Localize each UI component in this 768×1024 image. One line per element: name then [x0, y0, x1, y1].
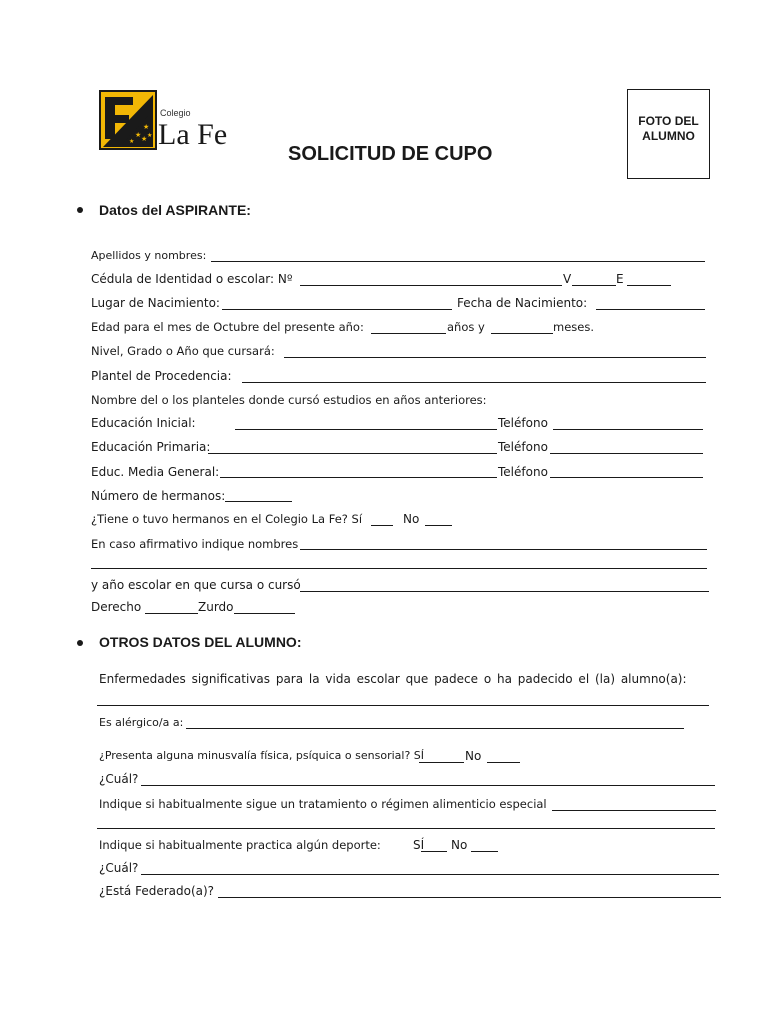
- logo-small-text: Colegio: [160, 108, 191, 118]
- label-telefono-inicial: Teléfono: [498, 416, 548, 430]
- label-minusvalia-no: No: [465, 749, 482, 763]
- label-deporte: Indique si habitualmente practica algún deporte:: [99, 838, 381, 852]
- label-telefono-media: Teléfono: [498, 465, 548, 479]
- label-minusvalia: ¿Presenta alguna minusvalía física, psíquica o sensorial? SÍ: [99, 749, 425, 762]
- field-afirmativo[interactable]: [300, 549, 707, 550]
- label-hermanos: Número de hermanos:: [91, 489, 226, 503]
- field-enfermedades[interactable]: [97, 705, 709, 706]
- label-derecho: Derecho: [91, 600, 142, 614]
- label-plantel: Plantel de Procedencia:: [91, 369, 232, 383]
- field-cedula-e[interactable]: [627, 285, 671, 286]
- field-tiene-si[interactable]: [371, 525, 393, 526]
- label-cedula: Cédula de Identidad o escolar: Nº: [91, 272, 293, 286]
- label-telefono-primaria: Teléfono: [498, 440, 548, 454]
- label-cual-deporte: ¿Cuál?: [99, 861, 139, 875]
- svg-text:★: ★: [147, 132, 153, 139]
- field-minusvalia-si[interactable]: [419, 762, 464, 763]
- field-tratamiento[interactable]: [552, 810, 716, 811]
- label-primaria: Educación Primaria:: [91, 440, 211, 454]
- photo-label-line2: ALUMNO: [642, 129, 695, 143]
- field-derecho[interactable]: [145, 613, 198, 614]
- label-deporte-no: No: [451, 838, 468, 852]
- label-media: Educ. Media General:: [91, 465, 220, 479]
- field-media[interactable]: [220, 477, 497, 478]
- photo-label-line1: FOTO DEL: [638, 114, 699, 128]
- label-apellidos: Apellidos y nombres:: [91, 249, 207, 262]
- label-federado: ¿Está Federado(a)?: [99, 884, 215, 898]
- bullet-icon: [77, 207, 83, 213]
- field-hermanos[interactable]: [225, 501, 292, 502]
- label-nombre-planteles: Nombre del o los planteles donde cursó estudios en años anteriores:: [91, 393, 487, 407]
- label-zurdo: Zurdo: [198, 600, 234, 614]
- label-meses: meses.: [553, 320, 594, 334]
- field-inicial[interactable]: [235, 429, 497, 430]
- field-edad-anos[interactable]: [371, 333, 446, 334]
- label-enfermedades: Enfermedades significativas para la vida escolar que padece o ha padecido el (la) alumno(a):: [99, 672, 687, 686]
- label-nivel: Nivel, Grado o Año que cursará:: [91, 344, 275, 358]
- field-plantel[interactable]: [242, 382, 706, 383]
- field-cual-minusvalia[interactable]: [141, 785, 715, 786]
- field-cedula[interactable]: [300, 285, 562, 286]
- label-lugar: Lugar de Nacimiento:: [91, 296, 220, 310]
- section-heading-otros-datos: OTROS DATOS DEL ALUMNO:: [99, 634, 302, 650]
- field-primaria[interactable]: [208, 453, 497, 454]
- field-lugar[interactable]: [222, 309, 452, 310]
- field-afirmativo-extra[interactable]: [91, 568, 707, 569]
- field-cual-deporte[interactable]: [141, 874, 719, 875]
- svg-text:★: ★: [143, 123, 150, 131]
- label-tratamiento: Indique si habitualmente sigue un tratamiento o régimen alimenticio especial: [99, 797, 547, 811]
- label-edad: Edad para el mes de Octubre del presente año:: [91, 320, 364, 334]
- label-inicial: Educación Inicial:: [91, 416, 196, 430]
- field-minusvalia-no[interactable]: [487, 762, 520, 763]
- field-federado[interactable]: [218, 897, 721, 898]
- label-cual-minusvalia: ¿Cuál?: [99, 772, 139, 786]
- label-anos: años y: [447, 320, 485, 334]
- field-deporte-no[interactable]: [471, 851, 498, 852]
- field-telefono-media[interactable]: [550, 477, 703, 478]
- label-alergico: Es alérgico/a a:: [99, 716, 184, 729]
- field-deporte-si[interactable]: [421, 851, 447, 852]
- svg-text:★: ★: [129, 138, 135, 145]
- field-telefono-inicial[interactable]: [553, 429, 703, 430]
- svg-text:★: ★: [141, 135, 148, 143]
- field-edad-meses[interactable]: [491, 333, 553, 334]
- svg-text:★: ★: [135, 131, 142, 139]
- field-fecha[interactable]: [596, 309, 705, 310]
- section-heading-aspirante: Datos del ASPIRANTE:: [99, 202, 251, 218]
- field-telefono-primaria[interactable]: [550, 453, 703, 454]
- label-cedula-v: V: [563, 272, 572, 286]
- label-fecha: Fecha de Nacimiento:: [457, 296, 588, 310]
- photo-box: [627, 89, 710, 179]
- label-deporte-si: SÍ: [413, 838, 425, 852]
- field-cedula-v[interactable]: [572, 285, 616, 286]
- label-afirmativo: En caso afirmativo indique nombres: [91, 537, 299, 551]
- label-ano-escolar: y año escolar en que cursa o cursó: [91, 578, 301, 592]
- logo-big-text: La Fe: [158, 118, 228, 151]
- field-tratamiento-extra[interactable]: [97, 828, 715, 829]
- field-nivel[interactable]: [284, 357, 706, 358]
- field-tiene-no[interactable]: [425, 525, 452, 526]
- field-alergico[interactable]: [186, 728, 684, 729]
- page-title: SOLICITUD DE CUPO: [288, 143, 493, 165]
- field-ano-escolar[interactable]: [300, 591, 709, 592]
- label-tiene-hermanos: ¿Tiene o tuvo hermanos en el Colegio La Fe? Sí: [91, 512, 363, 526]
- label-cedula-e: E: [616, 272, 624, 286]
- label-tiene-no: No: [403, 512, 420, 526]
- bullet-icon: [77, 640, 83, 646]
- field-apellidos[interactable]: [211, 261, 705, 262]
- field-zurdo[interactable]: [234, 613, 295, 614]
